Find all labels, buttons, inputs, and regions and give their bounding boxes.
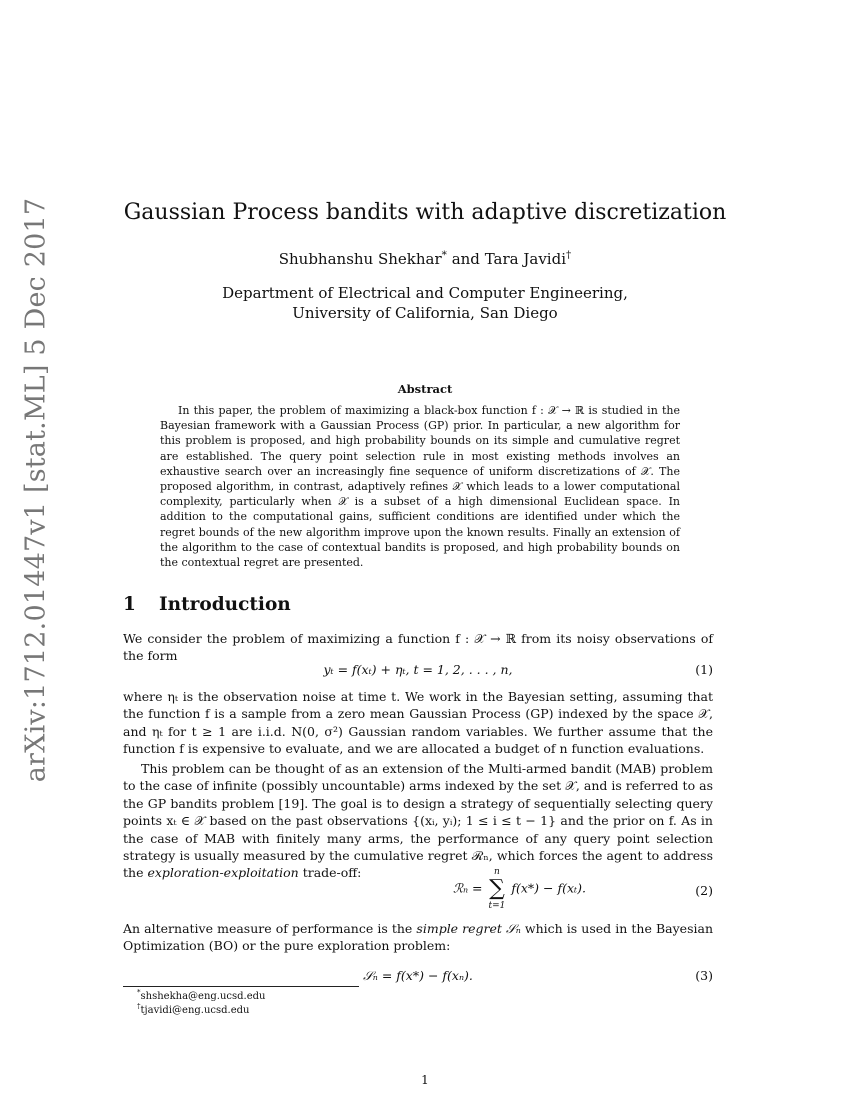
- section-heading: [123, 594, 291, 615]
- equation-1: [123, 662, 713, 682]
- author-line: [0, 250, 850, 268]
- equation-1-number: (1): [695, 662, 713, 677]
- footnote-2-text: tjavidi@eng.ucsd.edu: [140, 1005, 250, 1016]
- intro-paragraph-3-tail: trade-off:: [298, 865, 362, 881]
- author-2-mark: †: [566, 249, 572, 261]
- footnote-2: [137, 1002, 250, 1016]
- paper-title: Gaussian Process bandits with adaptive discretization: [123, 200, 727, 225]
- abstract-heading: Abstract: [397, 382, 453, 396]
- affiliation-line-1: Department of Electrical and Computer Engineering,: [222, 284, 628, 302]
- summation-lower-limit: t=1: [488, 901, 506, 911]
- author-conjunction: and: [451, 250, 480, 268]
- equation-3: [123, 968, 713, 988]
- equation-2: [123, 866, 713, 916]
- intro-paragraph-4: [123, 920, 713, 955]
- equation-2-rhs: f(x*) − f(xₜ).: [511, 880, 586, 896]
- footnote-1-text: shshekha@eng.ucsd.edu: [140, 991, 266, 1002]
- intro-paragraph-3-emphasis: exploration-exploitation: [147, 865, 299, 881]
- equation-2-body: [453, 866, 586, 912]
- footnote-1: [137, 988, 266, 1002]
- author-2: Tara Javidi: [484, 250, 566, 268]
- equation-2-number: (2): [695, 883, 713, 898]
- footnote-2-mark: †: [137, 1002, 141, 1011]
- summation-symbol: ∑: [489, 876, 505, 901]
- affiliation-line-2: University of California, San Diego: [292, 304, 558, 322]
- author-1-mark: *: [441, 249, 447, 261]
- intro-paragraph-1: We consider the problem of maximizing a function f : 𝒳 → ℝ from its noisy observations of the form: [123, 631, 713, 664]
- intro-paragraph-4-text: An alternative measure of performance is the: [123, 921, 417, 936]
- intro-paragraph-4-emphasis: simple regret 𝒮ₙ: [416, 921, 521, 936]
- summation-upper-limit: n: [494, 867, 500, 877]
- page-number: 1: [421, 1073, 429, 1087]
- equation-3-body: 𝒮ₙ = f(x*) − f(xₙ).: [363, 968, 473, 983]
- equation-3-number: (3): [695, 968, 713, 983]
- section-title: Introduction: [159, 594, 291, 615]
- arxiv-identifier: [6, 197, 66, 783]
- arxiv-identifier-text: arXiv:1712.01447v1 [stat.ML] 5 Dec 2017: [20, 197, 52, 783]
- abstract-text: In this paper, the problem of maximizing a black-box function f : 𝒳 → ℝ is studied in the Bayesian framework with a Gaussian Process (GP) prior. In particular, a new algorithm for this problem is proposed, and high probability bounds on its simple and cumulative regret are established. The query point selection rule in most existing methods involves an exhaustive search over an increasingly fine sequence of uniform discretizations of 𝒳. The proposed algorithm, in contrast, adaptively refines 𝒳 which leads to a lower computational complexity, particularly when 𝒳 is a subset of a high dimensional Euclidean space. In addition to the computational gains, sufficient conditions are identified under which the regret bounds of the new algorithm improve upon the known results. Finally an extension of the algorithm to the case of contextual bandits is proposed, and high probability bounds on the contextual regret are presented.: [160, 404, 680, 570]
- intro-paragraph-2: where ηₜ is the observation noise at time t. We work in the Bayesian setting, assuming that the function f is a sample from a zero mean Gaussian Process (GP) indexed by the space 𝒳, and ηₜ for t ≥ 1 are i.i.d. N(0, σ²) Gaussian random variables. We further assume that the function f is expensive to evaluate, and we are allocated a budget of n function evaluations.: [123, 689, 713, 757]
- equation-1-body: yₜ = f(xₜ) + ηₜ, t = 1, 2, . . . , n,: [323, 662, 513, 677]
- intro-paragraph-3-text: This problem can be thought of as an extension of the Multi-armed bandit (MAB) problem to the case of infinite (possibly uncountable) arms indexed by the set 𝒳, and is referred to as the GP bandits problem [19]. The goal is to design a strategy of sequentially selecting query points xₜ ∈ 𝒳 based on the past observations {(xᵢ, yᵢ); 1 ≤ i ≤ t − 1} and the prior on f. As in the case of MAB with finitely many arms, the performance of any query point selection strategy is usually measured by the cumulative regret ℛₙ, which forces the agent to address the: [123, 761, 713, 881]
- intro-paragraph-3: [123, 760, 713, 882]
- author-1: Shubhanshu Shekhar: [278, 250, 442, 268]
- intro-paragraph-4-tail: which is used in the Bayesian Optimization (BO) or the pure exploration problem:: [123, 921, 713, 954]
- footnote-rule: [123, 986, 359, 987]
- affiliation: [0, 283, 850, 323]
- equation-2-lhs: ℛₙ =: [453, 880, 483, 896]
- footnote-1-mark: *: [137, 988, 141, 997]
- section-number: 1: [123, 594, 136, 615]
- summation-operator: [488, 866, 505, 912]
